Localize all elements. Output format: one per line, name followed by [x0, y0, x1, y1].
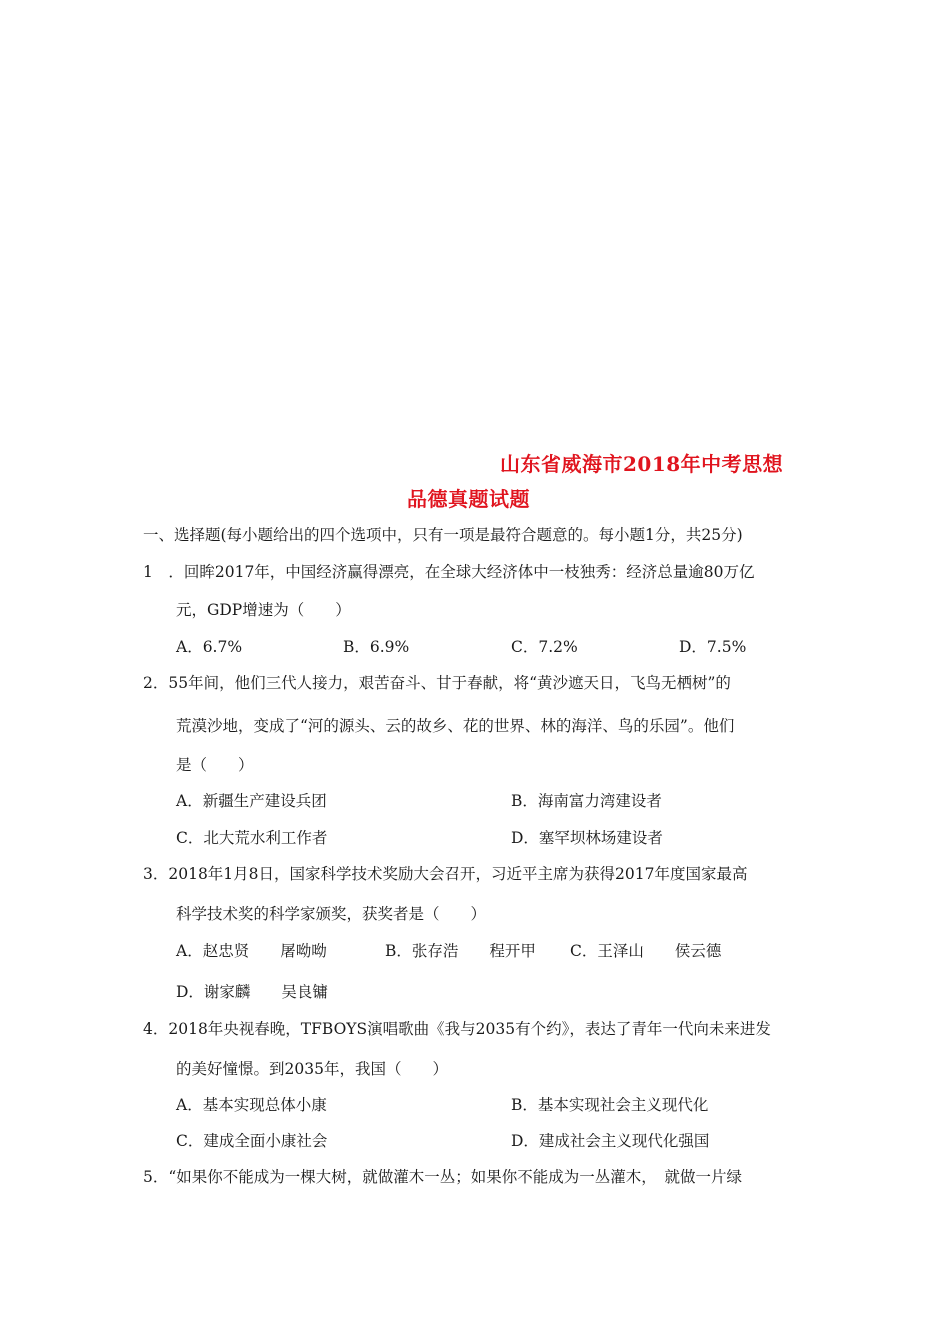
question-1-stem-line-1: 1 ．回眸2017年，中国经济赢得漂亮，在全球大经济体中一枝独秀：经济总量逾80万亿 — [143, 563, 755, 581]
document-title-line-1: 山东省威海市2018年中考思想 — [500, 452, 784, 476]
question-1-option-d: D．7.5% — [679, 638, 747, 656]
question-2-option-a: A．新疆生产建设兵团 — [176, 792, 327, 810]
question-2-option-b: B．海南富力湾建设者 — [511, 792, 662, 810]
question-3-option-b: B．张存浩 程开甲 — [385, 942, 536, 960]
question-1-option-a: A．6.7% — [176, 638, 243, 656]
question-1-option-c: C．7.2% — [511, 638, 578, 656]
question-2-option-d: D．塞罕坝林场建设者 — [511, 829, 663, 847]
question-3-stem-line-2: 科学技术奖的科学家颁奖，获奖者是（ ） — [176, 905, 487, 923]
question-3-stem-line-1: 3．2018年1月8日，国家科学技术奖励大会召开，习近平主席为获得2017年度国家最高 — [143, 865, 748, 883]
question-2-stem-line-2: 荒漠沙地，变成了“河的源头、云的故乡、花的世界、林的海洋、鸟的乐园”。他们 — [176, 717, 735, 735]
question-4-stem-line-2: 的美好憧憬。到2035年，我国（ ） — [176, 1060, 448, 1078]
question-4-option-a: A．基本实现总体小康 — [176, 1096, 327, 1114]
question-3-option-c: C．王泽山 侯云德 — [570, 942, 722, 960]
question-1-option-b: B．6.9% — [343, 638, 410, 656]
question-5-stem-line-1: 5．“如果你不能成为一棵大树，就做灌木一丛；如果你不能成为一丛灌木， 就做一片绿 — [143, 1168, 743, 1186]
question-4-option-b: B．基本实现社会主义现代化 — [511, 1096, 709, 1114]
question-3-option-d: D．谢家麟 吴良镛 — [176, 983, 328, 1001]
question-4-stem-line-1: 4．2018年央视春晚，TFBOYS演唱歌曲《我与2035有个约》，表达了青年一代向未来进发 — [143, 1020, 771, 1038]
question-2-stem-line-3: 是（ ） — [176, 756, 254, 774]
question-2-option-c: C．北大荒水利工作者 — [176, 829, 328, 847]
question-4-option-d: D．建成社会主义现代化强国 — [511, 1132, 710, 1150]
question-3-option-a: A．赵忠贤 屠呦呦 — [176, 942, 327, 960]
section-heading: 一、选择题(每小题给出的四个选项中，只有一项是最符合题意的。每小题1分，共25分) — [143, 526, 743, 544]
question-2-stem-line-1: 2．55年间，他们三代人接力，艰苦奋斗、甘于春献，将“黄沙遮天日，飞鸟无栖树”的 — [143, 674, 731, 692]
question-4-option-c: C．建成全面小康社会 — [176, 1132, 328, 1150]
document-title-line-2: 品德真题试题 — [407, 487, 530, 511]
question-1-stem-line-2: 元，GDP增速为（ ） — [176, 601, 351, 619]
